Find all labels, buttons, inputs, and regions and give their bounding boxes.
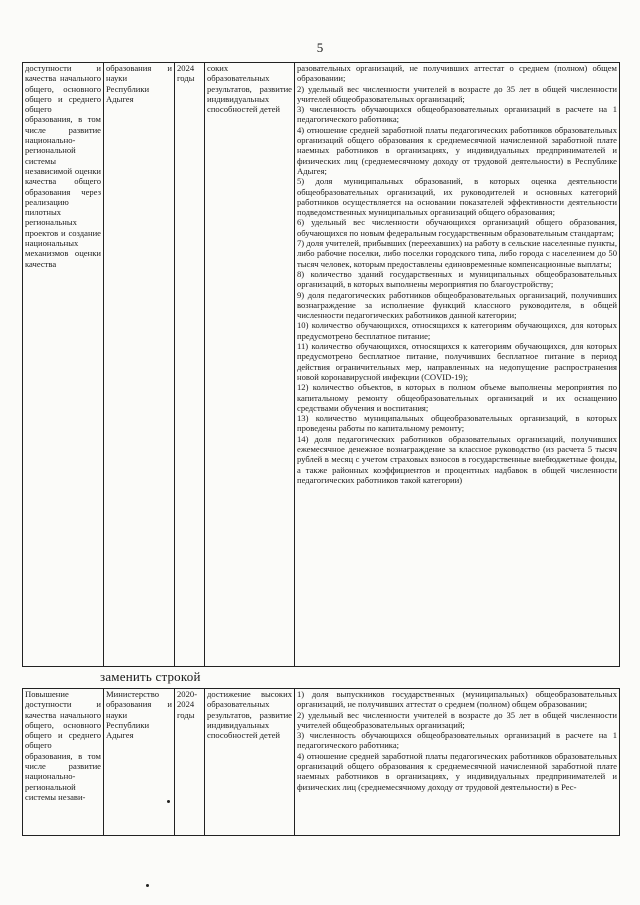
indicator-item: 2) удельный вес численности учителей в возрасте до 35 лет в общей численности учителей общеобразовательных организаций;: [297, 709, 617, 730]
indicator-item: 5) доля муниципальных образований, в которых оценка деятельности общеобразовательных организаций, их руководителей и основных категорий работников осуществляется на основании показателей эффективности деятельности подведомственных муниципальных организаций общего образования;: [297, 176, 617, 218]
measure-name-cell: доступности и качества начального общего, основного общего и среднего общего образования, в том числе развитие национально-региональной системы независимой оценки качества общего образования через реализацию пилотных региональных проектов и создание национальных механизмов оценки качества: [23, 63, 104, 667]
indicator-item: 11) количество обучающихся, относящихся к категориям обучающихся, для которых предусмотрено бесплатное питание, получивших бесплатное питание в период действия ограничительных мер, направленных на недопущение распространения новой коронавирусной инфекции (COVID-19);: [297, 341, 617, 382]
indicator-item: 12) количество объектов, в которых в полном объеме выполнены мероприятия по капитальному ремонту общеобразовательных организаций и их оснащению средствами обучения и воспитания;: [297, 382, 617, 413]
indicator-item: 4) отношение средней заработной платы педагогических работников образовательных организаций общего образования к среднемесячной начисленной заработной плате наемных работников в организациях, у индивидуальных предпринимателей и физических лиц (среднемесячному доходу от трудовой деятельности) в Рес-: [297, 750, 617, 792]
indicators-cell: [295, 689, 620, 836]
table-row: [23, 689, 620, 836]
indicator-item: 4) отношение средней заработной платы педагогических работников образовательных организаций общего образования к среднемесячной начисленной заработной плате наемных работников в организациях, у индивидуальных предпринимателей и физических лиц (среднемесячному доходу от трудовой деятельности) в Республике Адыгея;: [297, 124, 617, 176]
table-row: [23, 63, 620, 667]
indicator-item: 9) доля педагогических работников общеобразовательных организаций, получивших вознаграждение за исполнение функций классного руководителя, в общей численности педагогических работников данной категории;: [297, 289, 617, 321]
measures-table-continued: [22, 62, 620, 667]
indicator-item: 3) численность обучающихся общеобразовательных организаций в расчете на 1 педагогического работника;: [297, 730, 617, 751]
indicator-item: 7) доля учителей, прибывших (переехавших) на работу в сельские населенные пункты, либо рабочие поселки, либо поселки городского типа, либо города с населением до 50 тысяч человек, которым предоставлены единовременные компенсационные выплаты;: [297, 238, 617, 269]
indicator-item: 8) количество зданий государственных и муниципальных общеобразовательных организаций, в которых выполнены мероприятия по благоустройству;: [297, 268, 617, 290]
indicator-item: 10) количество обучающихся, относящихся к категориям обучающихся, для которых предусмотрено бесплатное питание;: [297, 320, 617, 341]
period-cell: 2024 годы: [175, 63, 205, 667]
indicator-item: 2) удельный вес численности учителей в возрасте до 35 лет в общей численности учителей общеобразовательных организаций;: [297, 83, 617, 104]
executor-cell: Министерство образования и науки Республики Адыгея: [104, 689, 175, 836]
indicator-item: 14) доля педагогических работников образовательных организаций, получивших ежемесячное денежное вознаграждение за классное руководство (из расчета 5 тысяч рублей в месяц с учетом страховых взносов в государственные внебюджетные фонды, а также районных коэффициентов и процентных надбавок в общей численности педагогических работников такой категории): [297, 433, 617, 485]
expected-result-cell: достижение высоких образовательных результатов, развитие индивидуальных способностей детей: [205, 689, 295, 836]
indicator-item: разовательных организаций, не получивших аттестат о среднем (полном) общем образовании;: [297, 63, 617, 84]
replace-instruction: заменить строкой: [100, 669, 201, 684]
indicator-item: 13) количество муниципальных общеобразовательных организаций, в которых проведены работы по капитальному ремонту;: [297, 413, 617, 434]
measure-name-cell: Повышение доступности и качества начального общего, основного общего и среднего общего образования, в том числе развитие национально-региональной системы незави-: [23, 689, 104, 836]
indicators-cell: [295, 63, 620, 667]
scan-speck: [146, 884, 149, 887]
indicator-item: 3) численность обучающихся общеобразовательных организаций в расчете на 1 педагогического работника;: [297, 104, 617, 125]
page-number: 5: [316, 40, 324, 55]
measures-table-replacement: [22, 688, 620, 836]
period-cell: 2020-2024 годы: [175, 689, 205, 836]
executor-cell: образования и науки Республики Адыгея: [104, 63, 175, 667]
scan-speck: [167, 800, 170, 803]
expected-result-cell: соких образовательных результатов, развитие индивидуальных способностей детей: [205, 63, 295, 667]
indicator-item: 1) доля выпускников государственных (муниципальных) общеобразовательных организаций, не получивших аттестат о среднем (полном) общем образовании;: [297, 689, 617, 710]
indicator-item: 6) удельный вес численности обучающихся организаций общего образования, обучающихся по новым федеральным государственным образовательным стандартам;: [297, 217, 617, 238]
